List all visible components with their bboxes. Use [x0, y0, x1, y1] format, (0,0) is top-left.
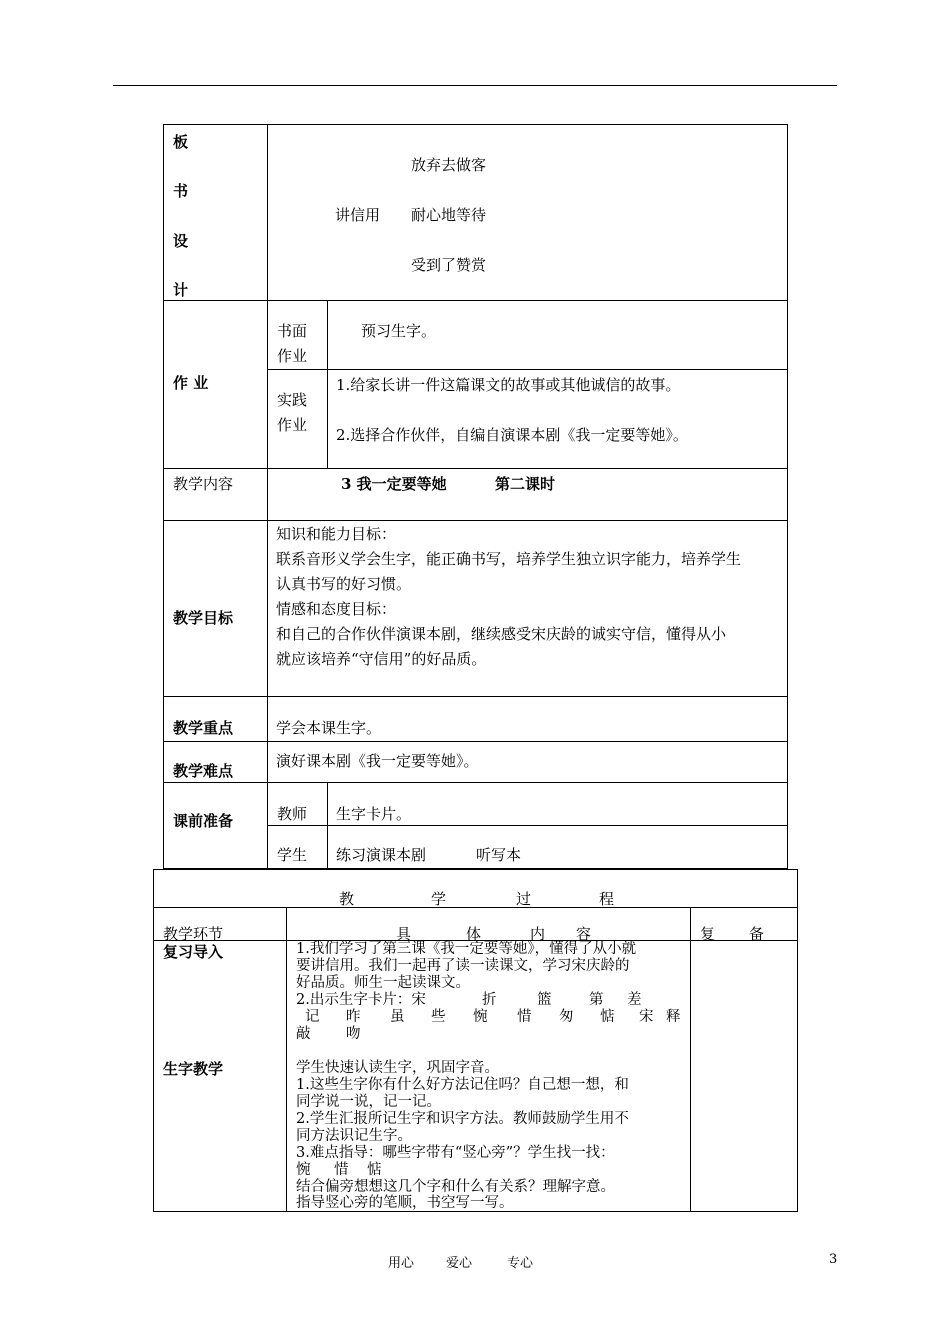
written-content: 预习生字。: [361, 322, 437, 340]
student-label-cell: [268, 826, 328, 869]
page-number: 3: [829, 1252, 838, 1267]
written-label: 作业: [277, 347, 308, 365]
student-content-cell: [328, 826, 788, 869]
process-line: 同学说一说，记一记。: [296, 1094, 441, 1110]
card-char: 些: [431, 1009, 446, 1025]
keypoint-label-cell: [164, 697, 268, 742]
board-line-2-left: 讲信用: [335, 206, 381, 224]
stage-cell: [154, 941, 287, 1212]
goals-label-cell: [164, 521, 268, 697]
keypoint-content-cell: [268, 697, 788, 742]
heart-radical-char: 惋: [296, 1162, 311, 1178]
student-text-2: 听写本: [476, 846, 522, 864]
process-title-char: 教: [339, 890, 355, 908]
prep-label: 课前准备: [173, 812, 234, 830]
card-char: 第: [589, 992, 604, 1008]
goals-line: 知识和能力目标：: [276, 525, 397, 543]
process-title-cell: [154, 870, 798, 908]
lesson-table-upper: [163, 124, 788, 869]
goals-line: 情感和态度目标：: [276, 600, 397, 618]
footer-word: 爱心: [446, 1256, 473, 1271]
col-review-header: [691, 908, 798, 941]
footer-word: 专心: [507, 1256, 534, 1271]
board-line-3: 受到了赞赏: [411, 256, 487, 274]
header-rule: [113, 85, 837, 86]
process-title-char: 学: [431, 890, 447, 908]
difficulty-content-cell: [268, 742, 788, 783]
board-label-char: 书: [173, 182, 189, 200]
card-char: 吻: [346, 1026, 361, 1042]
practice-label: 作业: [277, 416, 308, 434]
written-label-cell: [268, 301, 328, 370]
card-char: 宋: [639, 1009, 654, 1025]
content-title-cell: [268, 469, 788, 521]
goals-line: 和自己的合作伙伴演课本剧，继续感受宋庆龄的诚实守信，懂得从小: [276, 625, 727, 643]
card-char: 折: [482, 992, 497, 1008]
homework-label: 作 业: [173, 374, 209, 392]
keypoint-label: 教学重点: [173, 719, 234, 737]
goals-label: 教学目标: [173, 609, 234, 627]
card-char: 敲: [296, 1026, 311, 1042]
difficulty-label: 教学难点: [173, 762, 234, 780]
col-content-char: 容: [576, 925, 592, 943]
prep-label-cell: [164, 783, 268, 869]
col-stage-label: 教学环节: [163, 925, 224, 943]
written-content-cell: [328, 301, 788, 370]
card-char: 篮: [537, 992, 552, 1008]
review-notes-cell: [691, 941, 798, 1212]
col-content-char: 具: [396, 925, 412, 943]
teacher-content-cell: [328, 783, 788, 826]
goals-line: 认真书写的好习惯。: [276, 575, 412, 593]
col-stage-header: [154, 908, 287, 941]
board-label-char: 设: [173, 232, 189, 250]
board-label-char: 计: [173, 281, 189, 299]
practice-label: 实践: [277, 391, 308, 409]
card-char: 昨: [346, 1009, 361, 1025]
practice-item: 1.给家长讲一件这篇课文的故事或其他诚信的故事。: [336, 376, 681, 394]
stage-review-intro: 复习导入: [163, 943, 224, 961]
card-char: 匆: [559, 1009, 574, 1025]
process-line: 学生快速认读生字，巩固字音。: [296, 1060, 499, 1076]
practice-item: 2.选择合作伙伴，自编自演课本剧《我一定要等她》。: [336, 426, 688, 444]
process-line: 要讲信用。我们一起再了读一读课文，学习宋庆龄的: [296, 958, 630, 974]
col-content-header: [287, 908, 691, 941]
process-line: 好品质。师生一起读课文。: [296, 975, 470, 991]
card-char: 释: [666, 1009, 681, 1025]
board-label-cell: [164, 125, 268, 301]
process-line: 1.这些生字你有什么好方法记住吗？自己想一想，和: [296, 1077, 629, 1093]
lesson-title: 3 我一定要等她: [341, 475, 447, 493]
student-label: 学生: [277, 846, 308, 864]
stage-new-characters: 生字教学: [163, 1060, 224, 1078]
practice-content-cell: [328, 370, 788, 469]
process-line: 2.出示生字卡片：宋: [296, 992, 426, 1008]
difficulty-label-cell: [164, 742, 268, 783]
col-review-char: 复: [700, 925, 716, 943]
card-char: 记: [305, 1009, 320, 1025]
board-label-char: 板: [173, 133, 189, 151]
heart-radical-char: 惜: [334, 1162, 349, 1178]
student-text: 练习演课本剧: [336, 846, 427, 864]
card-char: 惋: [473, 1009, 488, 1025]
process-line: 1.我们学习了第三课《我一定要等她》，懂得了从小就: [296, 941, 637, 957]
goals-content-cell: [268, 521, 788, 697]
card-char: 惦: [600, 1009, 615, 1025]
process-content-cell: [287, 941, 691, 1212]
content-label: 教学内容: [173, 475, 234, 493]
footer-word: 用心: [388, 1256, 415, 1271]
process-line: 2.学生汇报所记生字和识字方法。教师鼓励学生用不: [296, 1111, 629, 1127]
heart-radical-char: 惦: [367, 1162, 382, 1178]
goals-line: 就应该培养“守信用”的好品质。: [276, 650, 487, 668]
board-design-cell: [268, 125, 788, 301]
process-line: 结合偏旁想想这几个字和什么有关系？理解字意。: [296, 1179, 615, 1195]
col-content-char: 内: [530, 925, 546, 943]
process-title-char: 过: [516, 890, 532, 908]
practice-label-cell: [268, 370, 328, 469]
keypoint-text: 学会本课生字。: [276, 719, 382, 737]
process-line: 3.难点指导：哪些字带有“竖心旁”？学生找一找：: [296, 1145, 615, 1161]
board-line-1: 放弃去做客: [411, 156, 487, 174]
col-content-char: 体: [466, 925, 482, 943]
teacher-label: 教师: [277, 805, 308, 823]
teacher-label-cell: [268, 783, 328, 826]
lesson-period: 第二课时: [495, 475, 556, 493]
written-label: 书面: [277, 322, 308, 340]
goals-line: 联系音形义学会生字，能正确书写，培养学生独立识字能力，培养学生: [276, 550, 742, 568]
card-char: 差: [627, 992, 642, 1008]
difficulty-text: 演好课本剧《我一定要等她》。: [276, 752, 479, 770]
col-review-char: 备: [749, 925, 765, 943]
process-title-char: 程: [599, 890, 615, 908]
content-label-cell: [164, 469, 268, 521]
homework-label-cell: [164, 301, 268, 469]
card-char: 虽: [390, 1009, 405, 1025]
board-line-2-right: 耐心地等待: [411, 206, 487, 224]
process-table: [153, 869, 798, 1212]
card-char: 惜: [517, 1009, 532, 1025]
teacher-text: 生字卡片。: [336, 805, 412, 823]
process-line: 同方法识记生字。: [296, 1128, 412, 1144]
process-line: 指导竖心旁的笔顺，书空写一写。: [296, 1195, 514, 1211]
